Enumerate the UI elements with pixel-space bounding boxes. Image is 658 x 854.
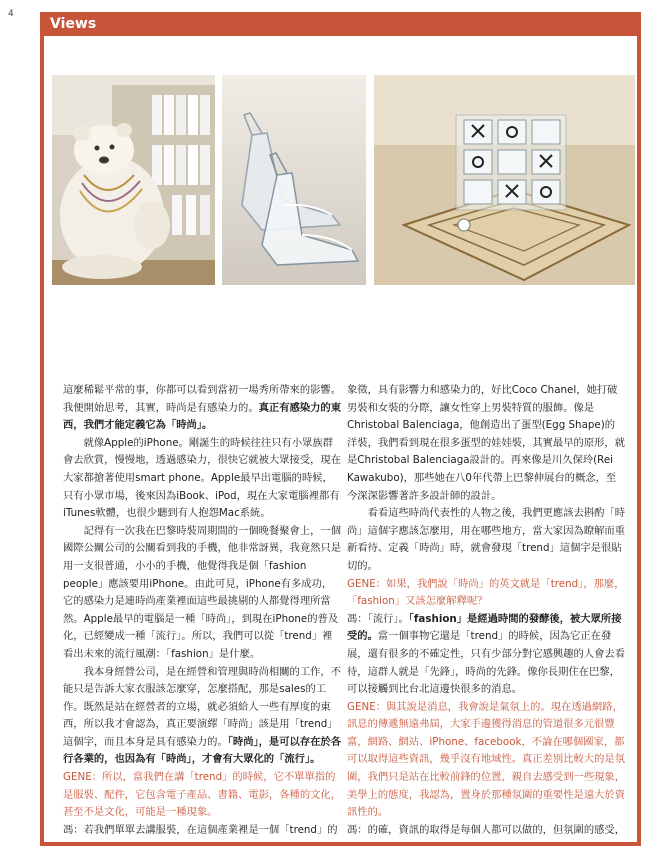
glass-slippers-photo <box>222 75 366 285</box>
glass-tic-tac-toe-photo <box>374 75 635 285</box>
polar-bear-plush-photo <box>52 75 215 285</box>
interviewer-question: GENE：與其說是消息，我會說是氣氛上的。現在透過網路，訊息的傳遞無遠弗屆，大家手邊獲得消息的管道很多元很豐富，網路、網站、iPhone、facebook，不論在哪個國家，都可以取得這些資訊，幾乎沒有地域性。真正差別比較大的是氛圍，我們只是站在比較前鋒的位置，親自去感受到一些現象，美學上的態度，我認為，置身於那種氛圍的重要性是遠大於資訊性的。 <box>347 700 626 819</box>
article-column-left <box>63 382 341 839</box>
section-header <box>40 12 641 36</box>
paragraph: 馮：的確，資訊的取得是每個人都可以做的，但氛圍的感受， <box>347 823 626 836</box>
interviewer-question: GENE：如果，我們說「時尚」的英文就是「trend」，那麼，「fashion」又該怎麼解釋呢？ <box>347 577 625 608</box>
paragraph: 這麼稀鬆平常的事，你都可以看到當初一場秀所帶來的影響。我便開始思考，其實，時尚是有感染力的。真正有感染力的東西，我們才能定義它為「時尚」。 <box>63 384 342 432</box>
paragraph: 馮：若我們單單去講服裝，在這個產業裡是一個「trend」的 <box>63 823 338 836</box>
paragraph: 我本身經營公司，是在經營和管理與時尚相關的工作，不能只是告訴大家衣服該怎麼穿，怎麼搭配，那是sales的工作。既然是站在經營者的立場，就必須給人一些有厚度的東西，所以我才會認為，真正要演繹「時尚」該是用「trend」這個字，而且本身是具有感染力的。「時尚」，是可以存在於各行各業的，也因為有「時尚」，才會有大眾化的「流行」。 <box>63 665 342 766</box>
paragraph: 看看這些時尚代表性的人物之後，我們更應該去斟酌「時尚」這個字應該怎麼用，用在哪些地方，當大家因為瞭解而重新看待、定義「時尚」時，就會發現「trend」這個字是很貼切的。 <box>347 507 626 572</box>
paragraph: 象徵，具有影響力和感染力的，好比Coco Chanel，她打破男裝和女裝的分際，讓女性穿上男裝特質的服飾。像是Christobal Balenciaga，他創造出了蛋型(Egg Shape)的洋裝，我們看到現在很多蛋型的娃娃裝，其實最早的原形，就是Christobal Balenciaga設計的。再來像是川久保玲(Rei Kawakubo)，那些她在八0年代帶上巴黎伸展台的概念，至今深深影響著許多設計師的設計。 <box>347 384 626 502</box>
paragraph: 就像Apple的iPhone。剛誕生的時候往往只有小眾族群會去欣賞，慢慢地，透過感染力，很快它就被大眾接受，現在大家都搶著使用smart phone。Apple最早出電腦的時候，只有小眾市場，後來因為iBook、iPod，現在大家電腦裡都有iTunes軟體，也很少聽到有人抱怨Mac系統。 <box>63 436 342 520</box>
article-column-right <box>347 382 625 839</box>
paragraph: 記得有一次我在巴黎時裝周期間的一個晚餐聚會上，一個國際公關公司的公關看到我的手機，他非常訝異，我竟然只是用一支很普通，小小的手機，他覺得我是個「fashion people」應該要用iPhone。由此可見，iPhone有多成功，它的感染力是連時尚產業裡面這些最挑剔的人都覺得理所當然。Apple最早的電腦是一種「時尚」，到現在iPhone的普及化，已經變成一種「流行」。所以，我們可以從「trend」裡看出未來的流行風潮：「fashion」是什麼。 <box>63 524 342 660</box>
page-number: 4 <box>8 9 14 19</box>
paragraph: 馮：「流行」。「fashion」是經過時間的發酵後，被大眾所接受的。當一個事物它還是「trend」的時候，因為它正在發展，還有很多的不確定性，只有少部分對它感興趣的人會去看待，這群人就是「先鋒」，時尚的先鋒。像你長期住在巴黎，可以接觸到比台北這邊快很多的消息。 <box>347 612 626 696</box>
section-title: Views <box>50 16 97 32</box>
interviewer-question: GENE：所以，當我們在講「trend」的時候，它不單單指的是服裝、配件，它包含電子產品、書籍、電影，各種的文化，甚至不是文化，可能是一種現象。 <box>63 771 342 819</box>
